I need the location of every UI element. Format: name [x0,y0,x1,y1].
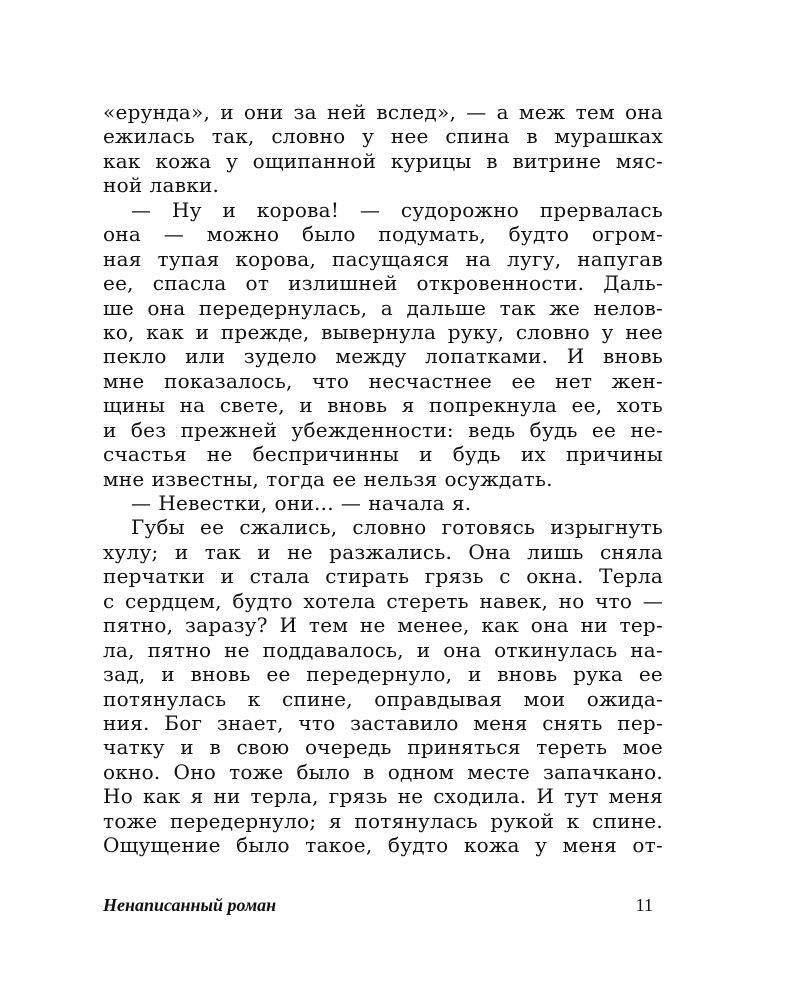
text-line: окно. Оно тоже было в одном месте запачкано. [103,759,663,784]
text-line: ла, пятно не поддавалось, и она откинулась на- [103,637,663,662]
text-line: ше она передернулась, а дальше так же нелов- [103,295,663,320]
text-line: — Невестки, они... — начала я. [131,491,472,515]
text-line: ее, спасла от излишней откровенности. Даль- [103,271,663,296]
text-line: Губы ее сжались, словно готовясь изрыгнуть [131,515,663,540]
text-line: хулу; и так и не разжались. Она лишь сняла [103,539,663,564]
text-line: «ерунда», и они за ней вслед», — а меж тем она [103,100,663,124]
text-line: — Ну и корова! — судорожно прервалась [131,197,663,222]
text-line: пятно, заразу? И тем не менее, как она ни тер- [103,613,663,638]
text-line: ежилась так, словно у нее спина в мурашках [103,124,663,149]
text-line: зад, и вновь ее передернуло, и вновь рука ее [103,662,663,687]
text-line: чатку и в свою очередь приняться тереть мое [103,735,663,760]
text-line: тоже передернуло; я потянулась рукой к спине. [103,808,663,833]
text-line: щины на свете, и вновь я попрекнула ее, хоть [103,393,663,418]
body-text [103,100,663,858]
text-line: пекло или зудело между лопатками. И вновь [103,344,663,369]
text-line: ния. Бог знает, что заставило меня снять пер- [103,710,663,735]
text-line: потянулась к спине, оправдывая мои ожида- [103,686,663,711]
text-line: Но как я ни терла, грязь не сходила. И тут меня [103,784,663,809]
text-line: Ощущение было такое, будто кожа у меня от- [103,833,663,858]
text-line: перчатки и стала стирать грязь с окна. Терла [103,564,663,589]
text-line: и без прежней убежденности: ведь будь ее не- [103,417,663,442]
footer-book-title: Ненаписанный роман [103,895,277,915]
text-line: ной лавки. [103,173,220,198]
text-line: мне показалось, что несчастнее ее нет жен- [103,368,663,393]
text-line: мне известны, тогда ее нельзя осуждать. [103,466,553,491]
text-line: ко, как и прежде, вывернула руку, словно у нее [103,319,663,344]
text-line: ная тупая корова, пасущаяся на лугу, напугав [103,246,663,271]
running-footer [103,893,653,917]
page-number: 11 [635,895,653,915]
text-line: счастья не беспричинны и будь их причины [103,442,663,467]
text-line: с сердцем, будто хотела стереть навек, но что — [103,588,663,613]
text-line: она — можно было подумать, будто огром- [103,222,663,247]
text-line: как кожа у ощипанной курицы в витрине мяс- [103,148,663,173]
